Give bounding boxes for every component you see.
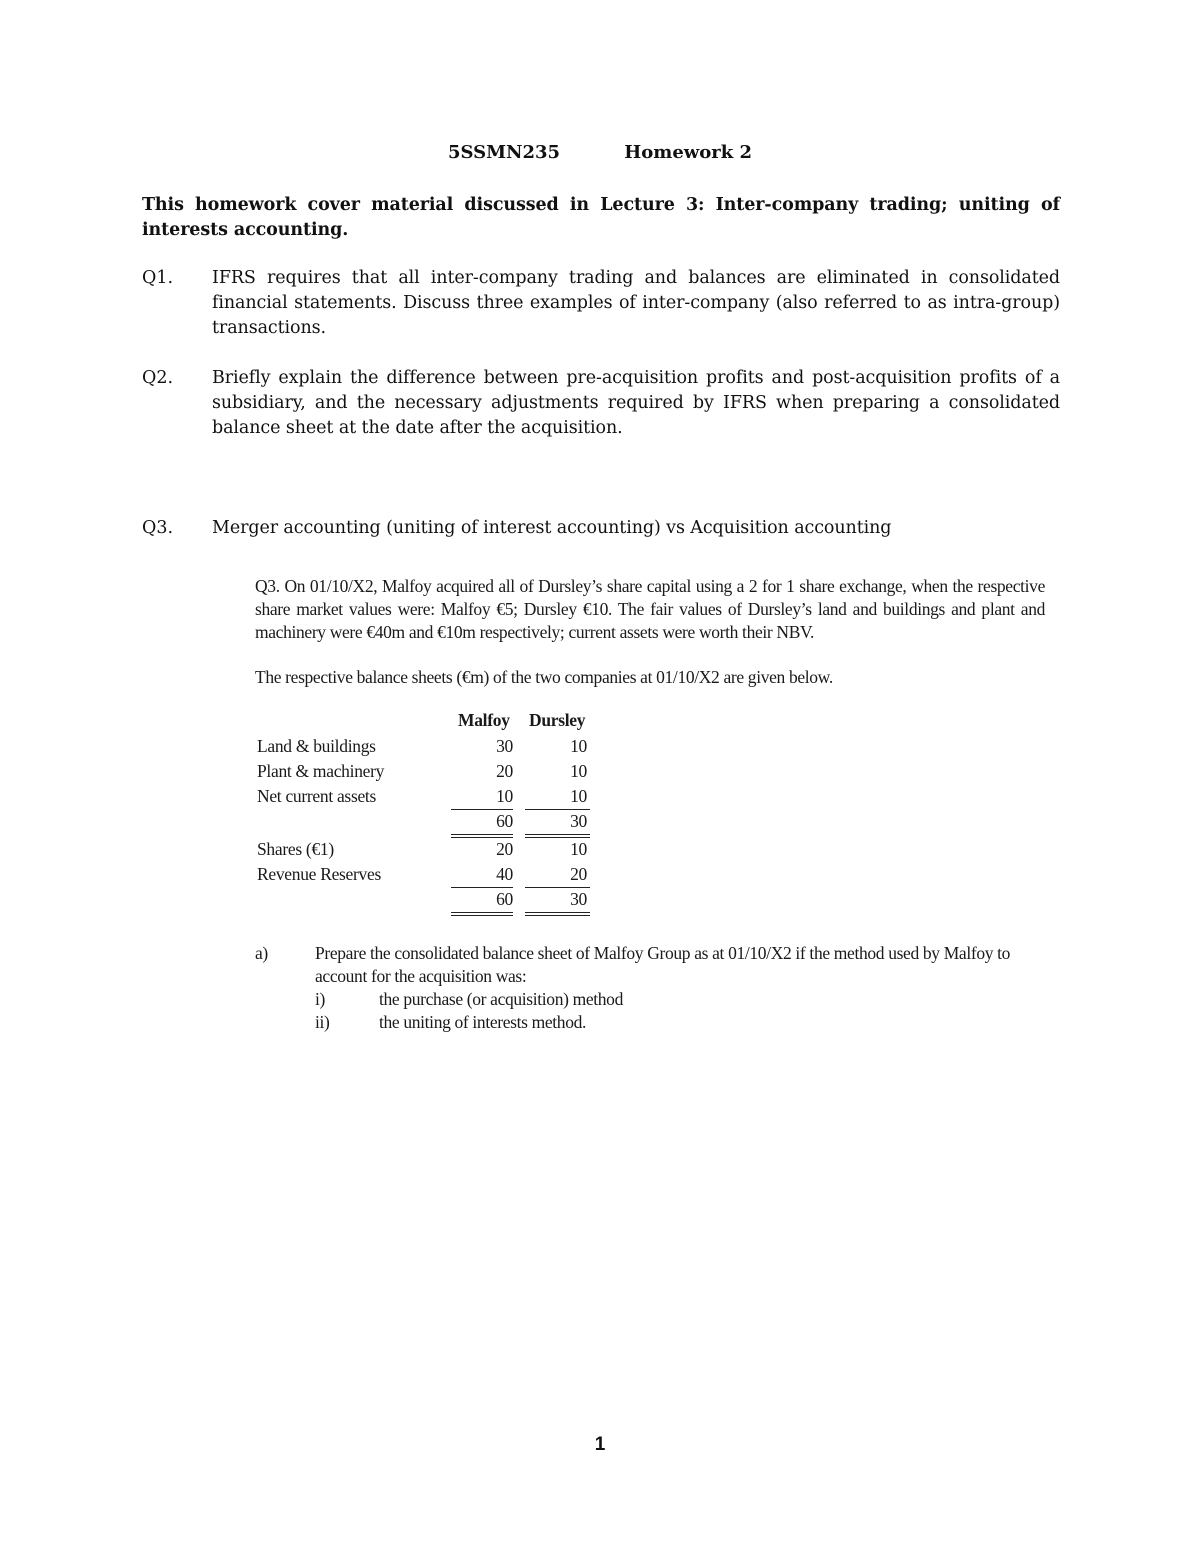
table-rule (525, 834, 590, 835)
table-rule (451, 915, 513, 916)
sub-item-number: i) (315, 989, 325, 1009)
table-rule (451, 834, 513, 835)
row-label: Net current assets (257, 786, 376, 806)
table-row (257, 736, 597, 760)
dursley-value: 10 (570, 839, 587, 859)
part-label: a) (255, 943, 268, 963)
table-rule (525, 915, 590, 916)
intro-text: This homework cover material discussed in Lecture 3: Inter-company trading; uniting of interests accounting. (142, 195, 1060, 240)
sub-item-text: the purchase (or acquisition) method (379, 989, 623, 1009)
sub-item (315, 988, 1045, 1011)
question-text: Merger accounting (uniting of interest accounting) vs Acquisition accounting (212, 518, 892, 538)
malfoy-value: 30 (496, 736, 513, 756)
sub-item-text: the uniting of interests method. (379, 1012, 587, 1032)
dursley-value: 30 (570, 811, 587, 831)
part-text: Prepare the consolidated balance sheet of Malfoy Group as at 01/10/X2 if the method used by Malfoy to account for the acquisition was: (315, 943, 1011, 986)
table-rule (451, 837, 513, 838)
malfoy-value: 10 (496, 786, 513, 806)
malfoy-value: 60 (496, 811, 513, 831)
dursley-value: 10 (570, 736, 587, 756)
question-1 (142, 266, 1060, 341)
document-title: Homework 2 (624, 142, 753, 163)
document-header (0, 142, 1200, 163)
q3-scenario (255, 575, 1045, 689)
malfoy-value: 20 (496, 839, 513, 859)
table-row (257, 761, 597, 785)
column-header-dursley: Dursley (529, 710, 586, 730)
sub-item (315, 1011, 1045, 1034)
scenario-intro-table: The respective balance sheets (€m) of the two companies at 01/10/X2 are given below. (255, 667, 833, 687)
malfoy-value: 60 (496, 889, 513, 909)
page-number: 1 (594, 1434, 606, 1455)
row-label: Land & buildings (257, 736, 376, 756)
malfoy-value: 40 (496, 864, 513, 884)
dursley-value: 30 (570, 889, 587, 909)
table-row-total (257, 889, 597, 913)
dursley-value: 10 (570, 786, 587, 806)
question-number: Q1. (142, 268, 174, 288)
question-text: Briefly explain the difference between pre-acquisition profits and post-acquisition profits of a subsidiary, and the necessary adjustments required by IFRS when preparing a consolidated balance sheet at the date after the acquisition. (212, 368, 1060, 438)
column-header-malfoy: Malfoy (458, 710, 510, 730)
table-rule (525, 912, 590, 913)
table-row-total (257, 811, 597, 835)
question-text: IFRS requires that all inter-company trading and balances are eliminated in consolidated financial statements. Discuss three examples of inter-company (also referred to as intra-group) transactions. (212, 268, 1060, 338)
table-row (257, 786, 597, 810)
question-3 (142, 516, 1060, 541)
question-2 (142, 366, 1060, 441)
table-rule (525, 809, 590, 810)
balance-sheet-table (257, 710, 597, 920)
table-rule (525, 837, 590, 838)
row-label: Shares (€1) (257, 839, 334, 859)
table-rule (451, 887, 513, 888)
part-a (255, 942, 1045, 1034)
table-row (257, 839, 597, 863)
malfoy-value: 20 (496, 761, 513, 781)
row-label: Plant & machinery (257, 761, 385, 781)
row-label: Revenue Reserves (257, 864, 381, 884)
dursley-value: 20 (570, 864, 587, 884)
question-number: Q2. (142, 368, 174, 388)
sub-item-number: ii) (315, 1012, 330, 1032)
table-rule (525, 887, 590, 888)
table-row (257, 864, 597, 888)
course-code: 5SSMN235 (447, 142, 561, 163)
table-rule (451, 912, 513, 913)
question-number: Q3. (142, 518, 174, 538)
table-rule (451, 809, 513, 810)
scenario-paragraph: Q3. On 01/10/X2, Malfoy acquired all of Dursley’s share capital using a 2 for 1 share exchange, when the respective share market values were: Malfoy €5; Dursley €10. The fair values of Dursley’s land and buildings and plant and machinery were €40m and €10m respectively; current assets were worth their NBV. (255, 576, 1045, 642)
dursley-value: 10 (570, 761, 587, 781)
